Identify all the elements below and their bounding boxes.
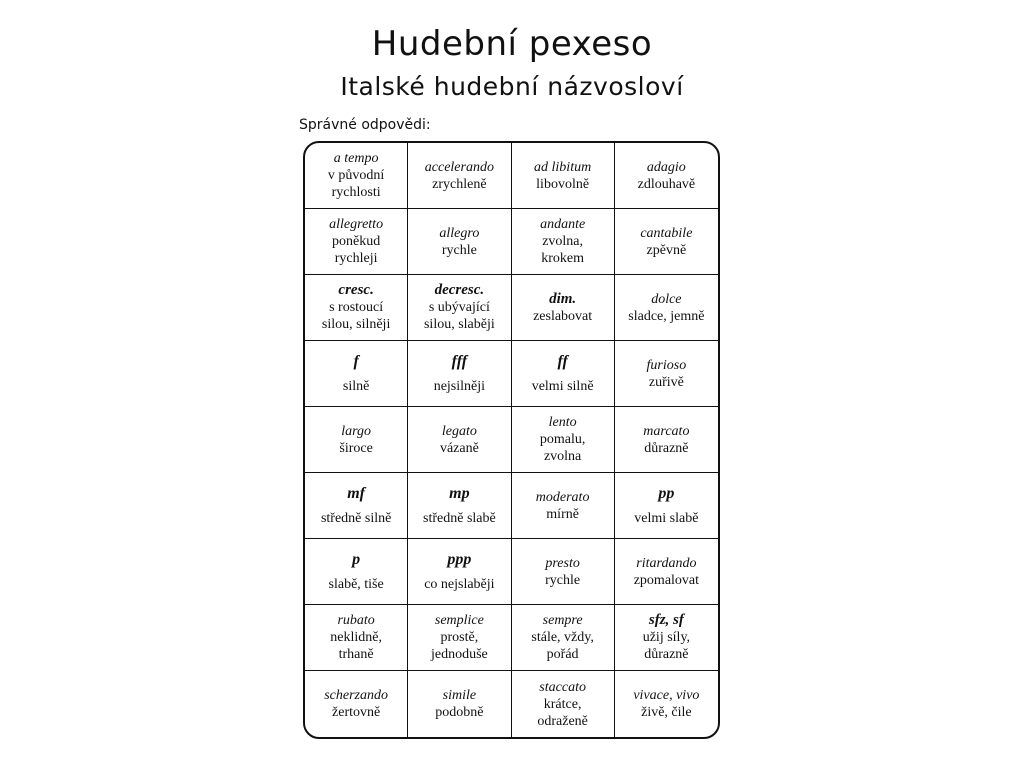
card-term: scherzando: [324, 688, 389, 703]
card-term: p: [352, 550, 361, 568]
card-meaning: užij síly, důrazně: [642, 630, 691, 662]
card-term: largo: [341, 423, 372, 439]
card-term: ritardando: [636, 555, 697, 571]
card-meaning: s rostoucí silou, silněji: [321, 300, 391, 332]
card-cell: [408, 275, 511, 341]
card-cell: [512, 209, 615, 275]
card-term: a tempo: [333, 151, 379, 166]
page-title: Hudební pexeso: [371, 24, 653, 64]
card-term: allegro: [439, 225, 480, 241]
card-term: accelerando: [424, 159, 494, 175]
card-meaning: slabě, tiše: [328, 576, 384, 592]
card-term: staccato: [539, 679, 586, 695]
card-meaning: rychle: [441, 242, 477, 258]
card-cell: [305, 605, 408, 671]
card-term: mf: [347, 484, 366, 502]
card-cell: [305, 407, 408, 473]
card-term: semplice: [434, 613, 484, 628]
card-cell: [408, 605, 511, 671]
card-cell: [408, 341, 511, 407]
card-meaning: stále, vždy, pořád: [531, 630, 594, 662]
answer-grid: [303, 141, 720, 739]
card-term: simile: [442, 688, 477, 703]
card-cell: [408, 539, 511, 605]
card-meaning: krátce, odraženě: [537, 696, 588, 729]
card-term: ppp: [447, 550, 472, 568]
card-term: furioso: [646, 357, 687, 373]
card-cell: [615, 341, 718, 407]
card-cell: [408, 671, 511, 737]
card-term: allegretto: [329, 217, 384, 232]
card-meaning: rychle: [545, 572, 581, 588]
card-term: lento: [548, 415, 577, 430]
card-cell: [305, 539, 408, 605]
card-meaning: silně: [342, 378, 370, 394]
card-meaning: žertovně: [332, 705, 381, 720]
card-term: fff: [451, 352, 468, 370]
card-cell: [408, 407, 511, 473]
card-meaning: zrychleně: [432, 176, 487, 192]
card-term: dim.: [549, 290, 577, 307]
card-meaning: velmi slabě: [634, 510, 699, 526]
card-cell: [408, 473, 511, 539]
card-cell: [615, 209, 718, 275]
card-meaning: důrazně: [644, 440, 689, 456]
card-meaning: nejsilněji: [433, 378, 486, 394]
card-meaning: libovolně: [536, 176, 590, 192]
card-meaning: zuřivě: [648, 374, 684, 390]
card-term: sfz, sf: [648, 612, 684, 628]
card-cell: [512, 341, 615, 407]
card-cell: [512, 275, 615, 341]
card-cell: [615, 473, 718, 539]
card-term: moderato: [535, 489, 590, 505]
card-cell: [512, 539, 615, 605]
card-meaning: zpomalovat: [633, 572, 700, 588]
card-meaning: středně silně: [320, 510, 392, 526]
card-term: cresc.: [338, 282, 374, 298]
card-meaning: podobně: [435, 705, 484, 720]
card-cell: [512, 473, 615, 539]
card-cell: [305, 275, 408, 341]
card-term: f: [353, 352, 359, 370]
card-term: mp: [449, 484, 470, 502]
card-cell: [512, 143, 615, 209]
card-cell: [408, 143, 511, 209]
page-subtitle: Italské hudební názvosloví: [340, 72, 684, 101]
card-term: ad libitum: [534, 159, 592, 175]
card-term: presto: [545, 555, 580, 571]
card-term: adagio: [646, 159, 686, 175]
answers-label: Správné odpovědi:: [299, 117, 431, 133]
card-cell: [615, 407, 718, 473]
card-term: legato: [441, 423, 477, 439]
card-meaning: v původní rychlosti: [327, 168, 385, 200]
card-cell: [615, 275, 718, 341]
card-cell: [305, 341, 408, 407]
card-meaning: zpěvně: [646, 242, 687, 258]
card-cell: [615, 143, 718, 209]
card-meaning: široce: [339, 440, 373, 456]
card-term: cantabile: [640, 225, 693, 241]
card-cell: [512, 407, 615, 473]
card-cell: [305, 209, 408, 275]
card-meaning: živě, čile: [641, 705, 692, 720]
card-term: rubato: [337, 613, 375, 628]
card-meaning: poněkud rychleji: [332, 234, 381, 266]
card-cell: [615, 539, 718, 605]
card-meaning: neklidně, trhaně: [330, 630, 382, 662]
card-cell: [512, 671, 615, 737]
card-term: pp: [658, 484, 675, 502]
card-meaning: pomalu, zvolna: [539, 432, 586, 464]
card-meaning: co nejslaběji: [424, 576, 495, 592]
card-cell: [305, 671, 408, 737]
card-meaning: s ubývající silou, slaběji: [423, 300, 495, 332]
card-cell: [615, 605, 718, 671]
card-term: vivace, vivo: [633, 688, 700, 703]
card-meaning: sladce, jemně: [628, 308, 705, 324]
card-term: marcato: [643, 423, 690, 439]
card-cell: [408, 209, 511, 275]
card-meaning: zvolna, krokem: [541, 234, 584, 266]
card-meaning: vázaně: [439, 440, 479, 456]
card-term: dolce: [651, 291, 682, 307]
card-term: ff: [557, 352, 568, 370]
card-term: sempre: [542, 613, 583, 628]
card-term: andante: [540, 217, 586, 232]
card-term: decresc.: [434, 282, 485, 298]
card-meaning: mírně: [546, 506, 579, 522]
card-cell: [512, 605, 615, 671]
card-meaning: zdlouhavě: [637, 176, 696, 192]
card-cell: [305, 143, 408, 209]
card-meaning: velmi silně: [531, 378, 594, 394]
card-cell: [615, 671, 718, 737]
card-cell: [305, 473, 408, 539]
card-meaning: středně slabě: [423, 510, 496, 526]
card-meaning: zeslabovat: [533, 308, 593, 324]
card-meaning: prostě, jednoduše: [430, 630, 488, 662]
